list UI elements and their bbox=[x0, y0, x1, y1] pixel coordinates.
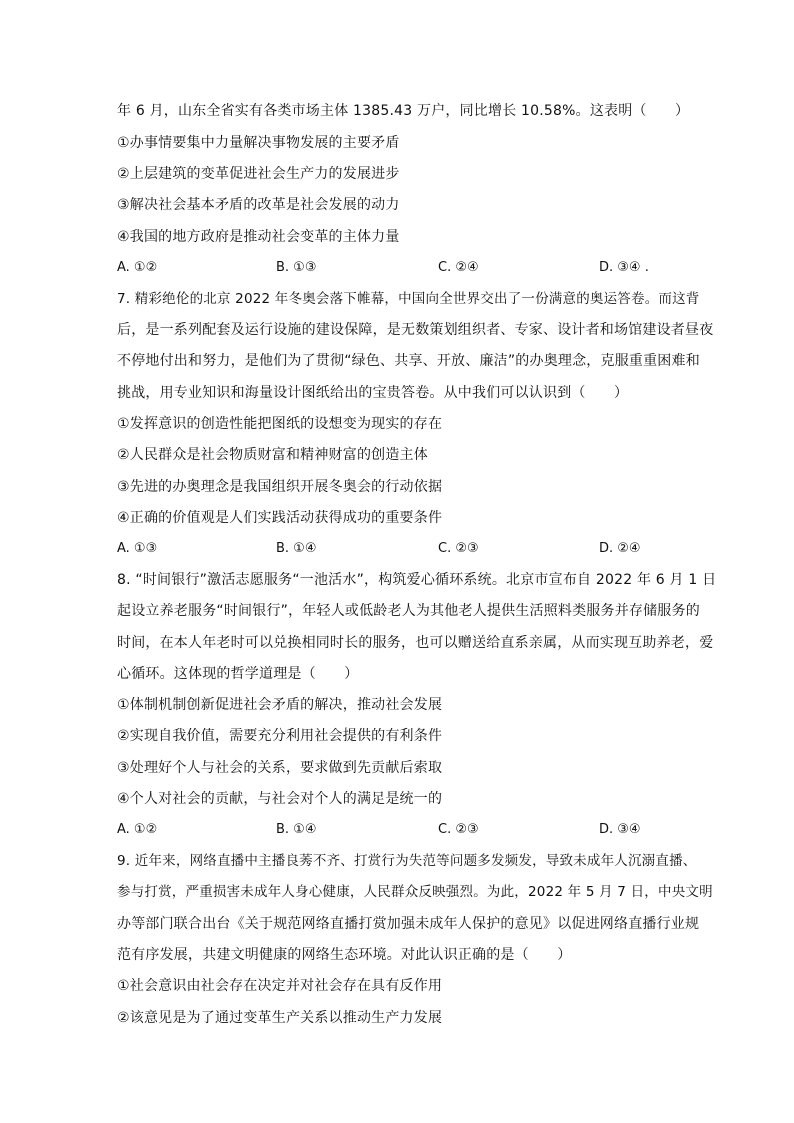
q8-stem-line-2: 起设立养老服务“时间银行”，年轻人或低龄老人为其他老人提供生活照料类服务并存储服务的 bbox=[117, 603, 700, 619]
q8-stem-line-4: 心循环。这体现的哲学道理是（ ） bbox=[117, 666, 359, 682]
q8-stem-line-3: 时间，在本人年老时可以兑换相同时长的服务，也可以赠送给直系亲属，从而实现互助养老，爱 bbox=[117, 635, 714, 651]
q7-stem-line-4: 挑战，用专业知识和海量设计图纸给出的宝贵答卷。从中我们可以认识到（ ） bbox=[117, 385, 629, 401]
q7-option-4: ④正确的价值观是人们实践活动获得成功的重要条件 bbox=[117, 510, 443, 526]
q7-choice-a: A. ①③ bbox=[117, 541, 158, 556]
q7-choice-b: B. ①④ bbox=[276, 541, 317, 556]
q7-choice-c: C. ②③ bbox=[438, 541, 479, 556]
q7-option-1: ①发挥意识的创造性能把图纸的设想变为现实的存在 bbox=[117, 416, 443, 432]
q6-stem-tail: 年 6 月，山东全省实有各类市场主体 1385.43 万户，同比增长 10.58%。这表明（ ） bbox=[117, 103, 690, 119]
q8-option-4: ④个人对社会的贡献，与社会对个人的满足是统一的 bbox=[117, 791, 443, 807]
q7-stem-line-2: 后，是一系列配套及运行设施的建设保障，是无数策划组织者、专家、设计者和场馆建设者昼夜 bbox=[117, 322, 714, 338]
q9-stem-line-1: 9. 近年来，网络直播中主播良莠不齐、打赏行为失范等问题多发频发，导致未成年人沉溺直播、 bbox=[117, 853, 697, 869]
q8-choice-d: D. ③④ bbox=[599, 822, 641, 837]
q8-option-1: ①体制机制创新促进社会矛盾的解决，推动社会发展 bbox=[117, 697, 443, 713]
q6-choice-b: B. ①③ bbox=[276, 260, 317, 275]
q9-option-2: ②该意见是为了通过变革生产关系以推动生产力发展 bbox=[117, 1010, 443, 1026]
q8-option-2: ②实现自我价值，需要充分利用社会提供的有利条件 bbox=[117, 728, 443, 744]
q9-stem-line-2: 参与打赏，严重损害未成年人身心健康，人民群众反映强烈。为此，2022 年 5 月 7 日，中央文明 bbox=[117, 884, 713, 900]
q6-choice-c: C. ②④ bbox=[438, 260, 479, 275]
q7-option-2: ②人民群众是社会物质财富和精神财富的创造主体 bbox=[117, 447, 428, 463]
q7-stem-line-3: 不停地付出和努力，是他们为了贯彻“绿色、共享、开放、廉洁”的办奥理念，克服重重困难和 bbox=[117, 353, 700, 369]
q6-choice-d: D. ③④ . bbox=[599, 260, 649, 275]
q7-stem-line-1: 7. 精彩绝伦的北京 2022 年冬奥会落下帷幕，中国向全世界交出了一份满意的奥运答卷。而这背 bbox=[117, 291, 700, 307]
q8-choice-b: B. ①④ bbox=[276, 822, 317, 837]
q8-stem-line-1: 8. “时间银行”激活志愿服务“一池活水”，构筑爱心循环系统。北京市宣布自 2022 年 6 月 1 日 bbox=[117, 572, 717, 588]
q9-stem-line-4: 范有序发展，共建文明健康的网络生态环境。对此认识正确的是（ ） bbox=[117, 947, 572, 963]
q8-choice-a: A. ①② bbox=[117, 822, 158, 837]
q6-option-4: ④我国的地方政府是推动社会变革的主体力量 bbox=[117, 229, 400, 245]
q8-choice-c: C. ②③ bbox=[438, 822, 479, 837]
q7-choice-d: D. ②④ bbox=[599, 541, 641, 556]
q9-option-1: ①社会意识由社会存在决定并对社会存在具有反作用 bbox=[117, 978, 443, 994]
q9-stem-line-3: 办等部门联合出台《关于规范网络直播打赏加强未成年人保护的意见》以促进网络直播行业规 bbox=[117, 916, 700, 932]
q7-option-3: ③先进的办奥理念是我国组织开展冬奥会的行动依据 bbox=[117, 479, 443, 495]
q6-choice-a: A. ①② bbox=[117, 260, 158, 275]
q6-option-1: ①办事情要集中力量解决事物发展的主要矛盾 bbox=[117, 135, 400, 151]
q6-option-3: ③解决社会基本矛盾的改革是社会发展的动力 bbox=[117, 197, 400, 213]
q8-option-3: ③处理好个人与社会的关系，要求做到先贡献后索取 bbox=[117, 760, 443, 776]
q6-option-2: ②上层建筑的变革促进社会生产力的发展进步 bbox=[117, 166, 400, 182]
